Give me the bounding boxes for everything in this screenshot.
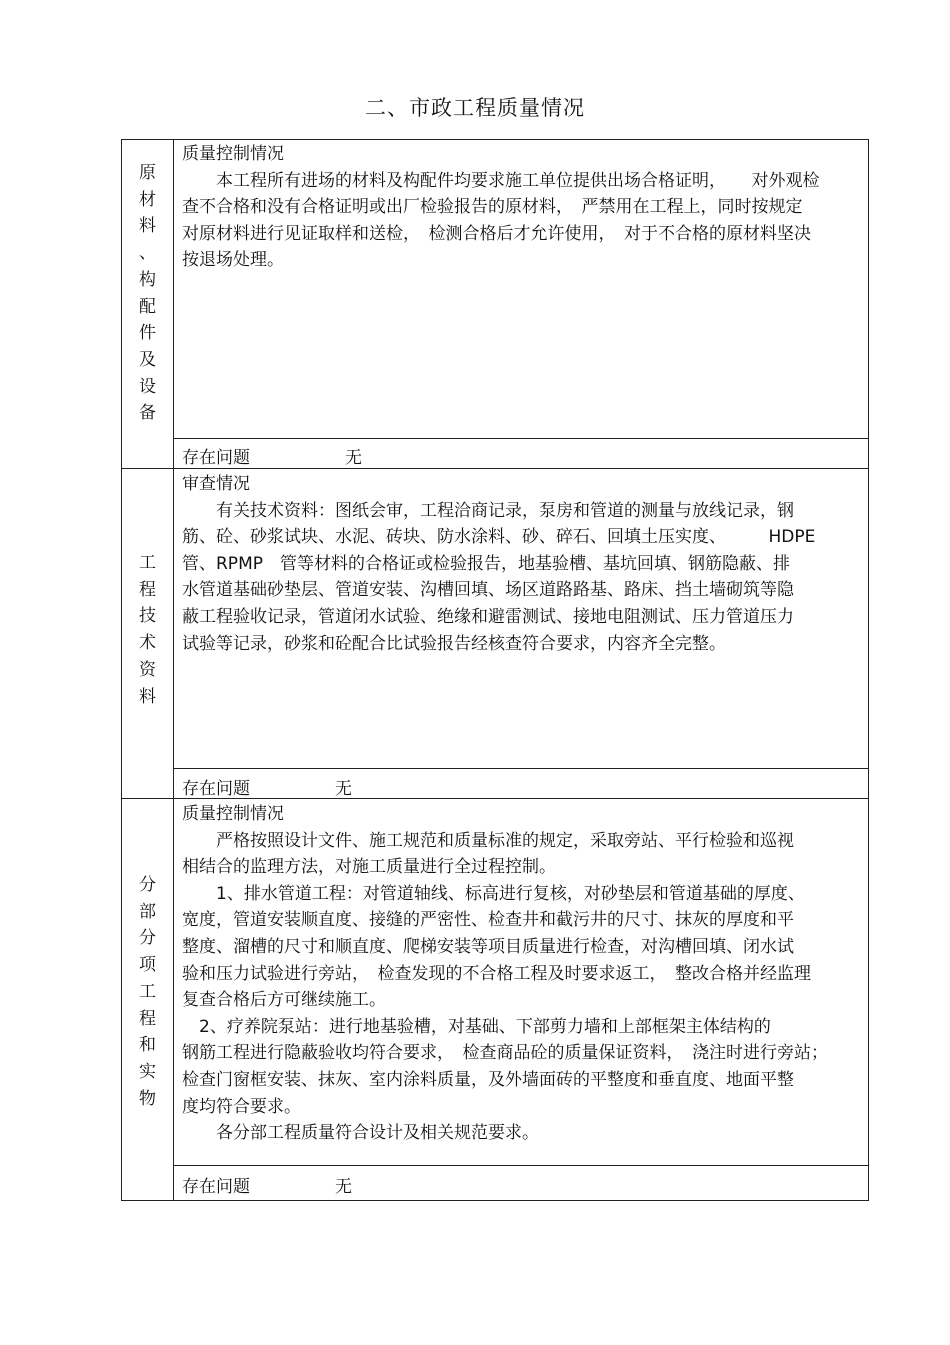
- body-line: 查不合格和没有合格证明或出厂检验报告的原材料， 严禁用在工程上，同时按规定: [182, 197, 803, 218]
- quality-table: [121, 139, 869, 1201]
- body-line: 相结合的监理方法，对施工质量进行全过程控制。: [182, 857, 556, 878]
- body-line: 复查合格后方可继续施工。: [182, 990, 386, 1011]
- body-line: 筋、砼、砂浆试块、水泥、砖块、防水涂料、砂、碎石、回填土压实度、 HDPE: [182, 527, 816, 548]
- tech-docs-content: [182, 471, 862, 657]
- body-line: 有关技术资料：图纸会审，工程洽商记录，泵房和管道的测量与放线记录，钢: [182, 500, 794, 521]
- body-line: 检查门窗框安装、抹灰、室内涂料质量，及外墙面砖的平整度和垂直度、地面平整: [182, 1069, 794, 1090]
- section-heading: 质量控制情况: [182, 144, 284, 164]
- section-divider: [122, 468, 868, 469]
- body-line: 对原材料进行见证取样和送检， 检测合格后才允许使用， 对于不合格的原材料坚决: [182, 223, 811, 244]
- body-line: 管、RPMP 管等材料的合格证或检验报告，地基验槽、基坑回填、钢筋隐蔽、排: [182, 553, 790, 574]
- issue-value: 无: [335, 1177, 352, 1197]
- issue-value: 无: [335, 779, 352, 799]
- body-line: 钢筋工程进行隐蔽验收均符合要求， 检查商品砼的质量保证资料， 浇注时进行旁站；: [182, 1043, 828, 1064]
- body-line: 验和压力试验进行旁站， 检查发现的不合格工程及时要求返工， 整改合格并经监理: [182, 963, 811, 984]
- body-line: 宽度，管道安装顺直度、接缝的严密性、检查井和截污井的尺寸、抹灰的厚度和平: [182, 910, 794, 931]
- body-line: 各分部工程质量符合设计及相关规范要求。: [182, 1123, 539, 1144]
- issue-row: [182, 774, 352, 799]
- body-line: 本工程所有进场的材料及构配件均要求施工单位提供出场合格证明， 对外观检: [182, 170, 820, 191]
- section-heading: 审查情况: [182, 474, 250, 494]
- side-label-materials: 原 材 料 、 构 配 件 及 设 备: [139, 163, 156, 424]
- body-line: 2、疗养院泵站：进行地基验槽，对基础、下部剪力墙和上部框架主体结构的: [182, 1016, 771, 1037]
- body-line: 1、排水管道工程：对管道轴线、标高进行复核，对砂垫层和管道基础的厚度、: [182, 883, 805, 904]
- issue-label: 存在问题: [182, 1177, 250, 1197]
- body-line: 严格按照设计文件、施工规范和质量标准的规定，采取旁站、平行检验和巡视: [182, 830, 794, 851]
- body-line: 蔽工程验收记录，管道闭水试验、绝缘和避雷测试、接地电阻测试、压力管道压力: [182, 606, 794, 627]
- issue-value: 无: [345, 448, 362, 468]
- side-label-subdivisions: 分 部 分 项 工 程 和 实 物: [139, 875, 156, 1109]
- body-line: 水管道基础砂垫层、管道安装、沟槽回填、场区道路路基、路床、挡土墙砌筑等隐: [182, 580, 794, 601]
- body-line: 按退场处理。: [182, 250, 284, 271]
- subdivisions-content: [182, 801, 862, 1147]
- issue-divider: [173, 768, 868, 769]
- body-line: 整度、溜槽的尺寸和顺直度、爬梯安装等项目质量进行检查，对沟槽回填、闭水试: [182, 936, 794, 957]
- issue-label: 存在问题: [182, 448, 250, 468]
- issue-label: 存在问题: [182, 779, 250, 799]
- section-heading: 质量控制情况: [182, 804, 284, 824]
- issue-row: [182, 1172, 352, 1197]
- side-label-tech-docs: 工 程 技 术 资 料: [139, 553, 156, 707]
- column-divider: [173, 140, 174, 1200]
- body-line: 试验等记录，砂浆和砼配合比试验报告经核查符合要求，内容齐全完整。: [182, 633, 726, 654]
- issue-row: [182, 443, 362, 468]
- page-title: 二、市政工程质量情况: [365, 96, 585, 120]
- issue-divider: [173, 1165, 868, 1166]
- body-line: 度均符合要求。: [182, 1096, 301, 1117]
- materials-content: [182, 141, 862, 274]
- issue-divider: [173, 438, 868, 439]
